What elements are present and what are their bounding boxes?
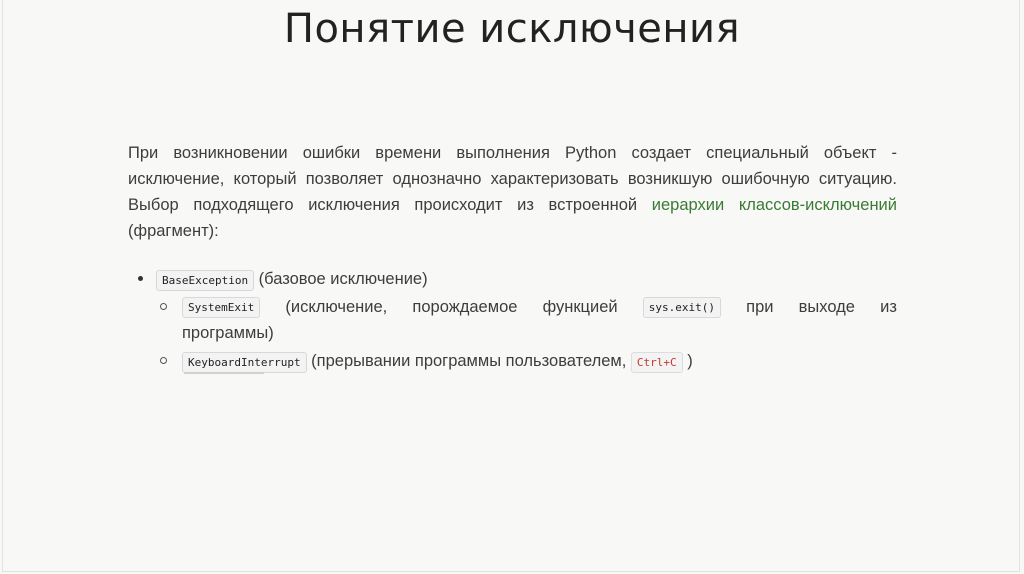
- word: функцией: [542, 298, 618, 316]
- system-exit-line: [182, 294, 897, 320]
- word: выходе: [798, 298, 855, 316]
- base-exception-desc: (базовое исключение): [254, 270, 428, 288]
- intro-paragraph: [128, 140, 897, 244]
- code-ctrl-c: Ctrl+C: [631, 352, 683, 373]
- exception-sublist: [156, 294, 897, 374]
- list-item-system-exit: [156, 294, 897, 346]
- keyboard-interrupt-desc: (прерывании программы пользователем,: [306, 352, 631, 370]
- list-item-base-exception: [128, 266, 897, 374]
- underline-divider: [184, 372, 264, 374]
- code-system-exit: SystemExit: [182, 297, 260, 318]
- hierarchy-link[interactable]: иерархии классов-исключений: [651, 196, 897, 214]
- list-item-keyboard-interrupt: [156, 348, 897, 374]
- code-sys-exit: sys.exit(): [643, 297, 721, 318]
- paragraph-text-end: (фрагмент):: [128, 222, 219, 240]
- paragraph-text: При возникновении ошибки времени выполнения Python создает специальный объект - исключение, который позволяет однозначно характеризовать возникшую ошибочную ситуацию. Выбор подходящего исключения происходит из встроенной: [128, 144, 897, 214]
- bullet-icon: [138, 276, 143, 281]
- circle-bullet-icon: [160, 357, 167, 364]
- keyboard-interrupt-end: ): [682, 352, 693, 370]
- system-exit-line-2: программы): [182, 324, 274, 342]
- word: при: [746, 298, 774, 316]
- code-base-exception: BaseException: [156, 270, 254, 291]
- word: (исключение,: [285, 298, 388, 316]
- slide-title: Понятие исключения: [283, 6, 741, 52]
- word: порождаемое: [412, 298, 518, 316]
- circle-bullet-icon: [160, 303, 167, 310]
- code-keyboard-interrupt: KeyboardInterrupt: [182, 352, 307, 373]
- exception-list: [128, 266, 897, 374]
- slide-content: [128, 140, 897, 374]
- word: из: [880, 298, 897, 316]
